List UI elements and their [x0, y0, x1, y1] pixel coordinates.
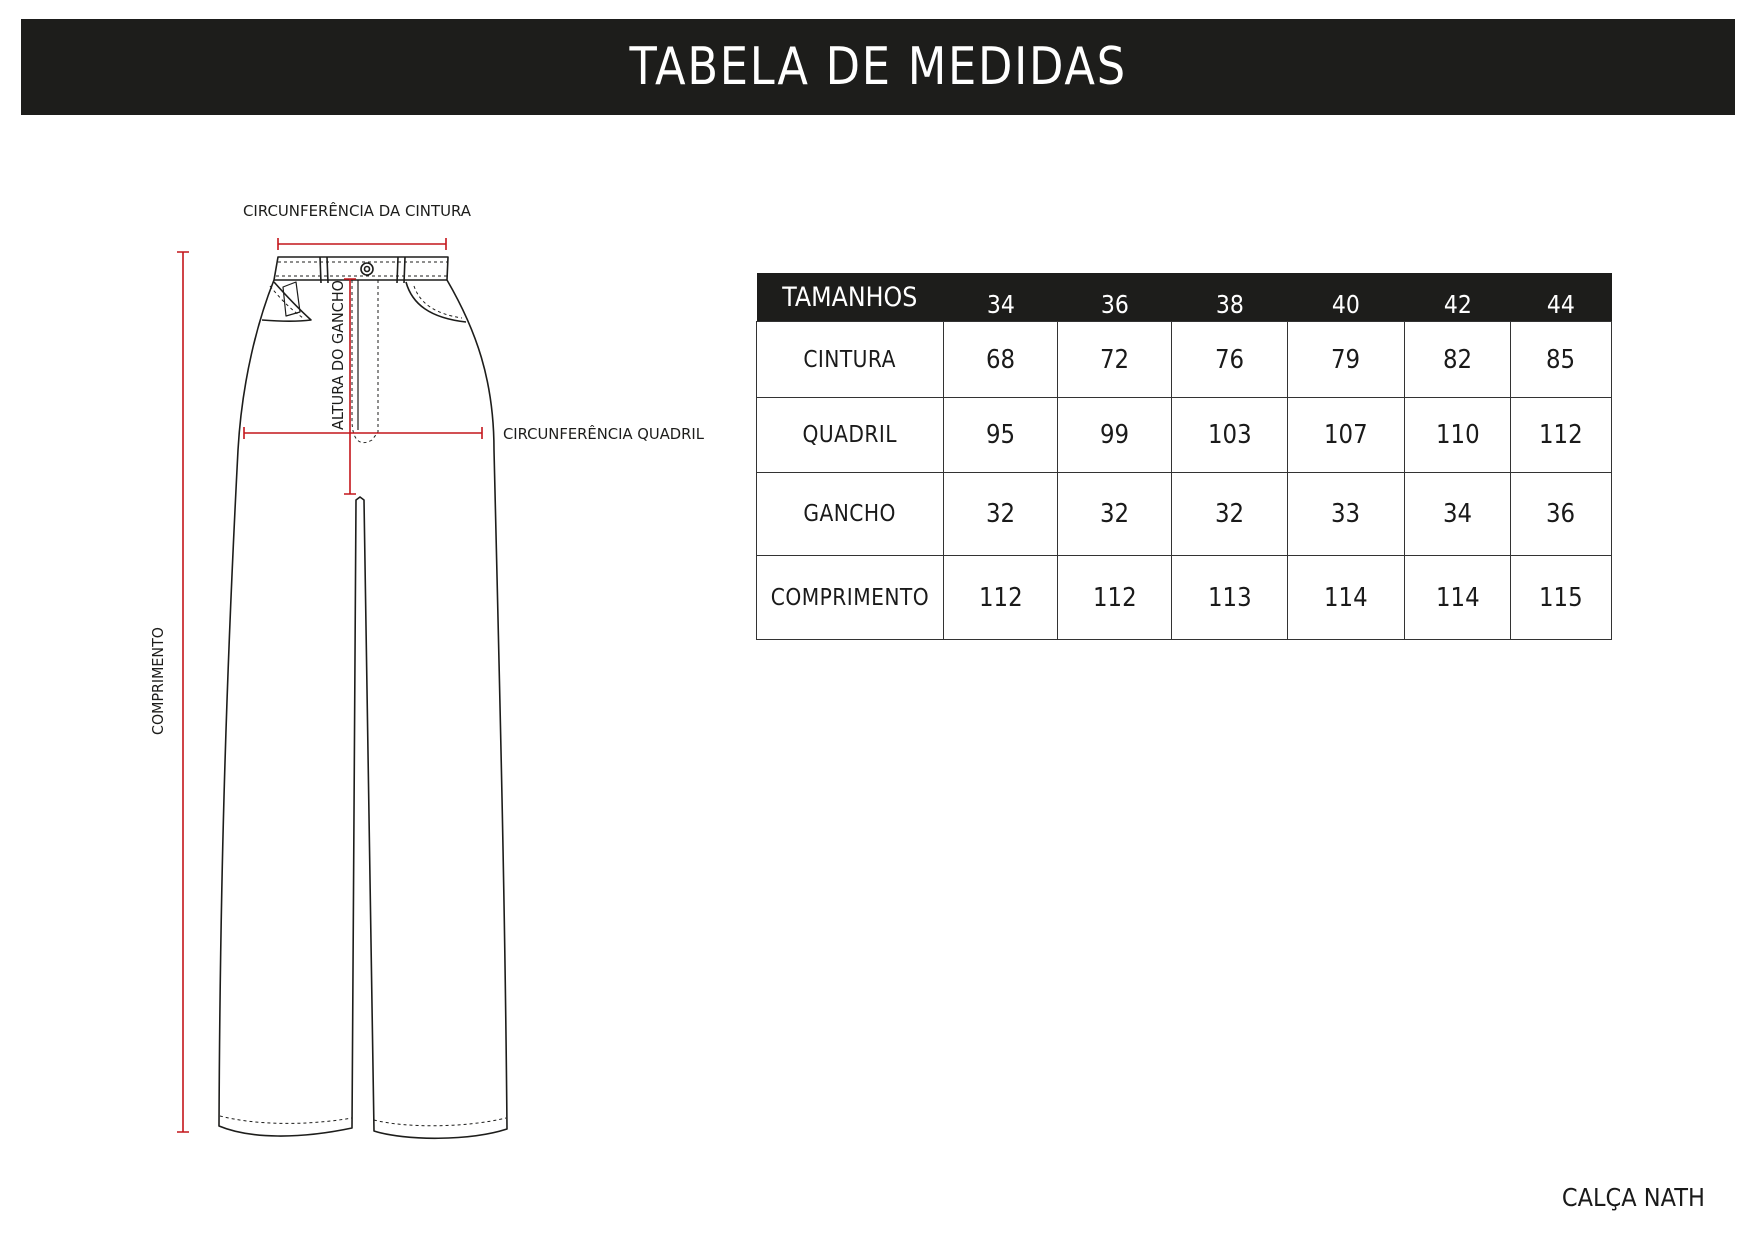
waist-label: CIRCUNFERÊNCIA DA CINTURA — [243, 202, 473, 220]
length-measure-line — [177, 252, 189, 1132]
hip-measure-line — [244, 427, 482, 439]
table-cell: 79 — [1288, 322, 1405, 398]
fly-stitching — [352, 280, 378, 443]
table-row — [757, 322, 1612, 398]
row-label: CINTURA — [757, 322, 944, 398]
table-row — [757, 556, 1612, 640]
table-cell: 99 — [1058, 398, 1172, 473]
size-header: 40 — [1288, 273, 1405, 322]
table-cell: 112 — [944, 556, 1058, 640]
rise-label: ALTURA DO GANCHO — [329, 273, 347, 430]
size-header: 34 — [944, 273, 1058, 322]
table-cell: 68 — [944, 322, 1058, 398]
product-name: CALÇA NATH — [1561, 1183, 1705, 1212]
table-cell: 32 — [944, 473, 1058, 556]
table-cell: 95 — [944, 398, 1058, 473]
table-cell: 114 — [1288, 556, 1405, 640]
table-cell: 110 — [1405, 398, 1511, 473]
table-cell: 76 — [1172, 322, 1288, 398]
belt-loop — [397, 257, 405, 283]
button-icon — [361, 263, 373, 275]
size-header: 38 — [1172, 273, 1288, 322]
table-cell: 112 — [1511, 398, 1612, 473]
length-label: COMPRIMENTO — [149, 621, 167, 735]
table-cell: 36 — [1511, 473, 1612, 556]
pants-outline — [219, 257, 507, 1138]
table-cell: 34 — [1405, 473, 1511, 556]
size-chart-table — [756, 273, 1612, 640]
table-cell: 72 — [1058, 322, 1172, 398]
size-header: 42 — [1405, 273, 1511, 322]
table-cell: 32 — [1058, 473, 1172, 556]
table-cell: 82 — [1405, 322, 1511, 398]
table-cell: 33 — [1288, 473, 1405, 556]
table-cell: 114 — [1405, 556, 1511, 640]
waist-measure-line — [278, 238, 446, 250]
hip-label: CIRCUNFERÊNCIA QUADRIL — [503, 425, 708, 443]
sizes-header: TAMANHOS — [757, 273, 944, 322]
table-cell: 115 — [1511, 556, 1612, 640]
belt-loop — [320, 257, 328, 283]
table-row — [757, 473, 1612, 556]
table-cell: 112 — [1058, 556, 1172, 640]
table-cell: 103 — [1172, 398, 1288, 473]
row-label: QUADRIL — [757, 398, 944, 473]
table-cell: 32 — [1172, 473, 1288, 556]
pants-measurement-diagram — [0, 0, 760, 1241]
table-header-row — [757, 273, 1612, 322]
size-header: 36 — [1058, 273, 1172, 322]
table-cell: 113 — [1172, 556, 1288, 640]
row-label: COMPRIMENTO — [757, 556, 944, 640]
page-title: TABELA DE MEDIDAS — [629, 37, 1127, 97]
table-row — [757, 398, 1612, 473]
size-header: 44 — [1511, 273, 1612, 322]
table-cell: 85 — [1511, 322, 1612, 398]
row-label: GANCHO — [757, 473, 944, 556]
table-cell: 107 — [1288, 398, 1405, 473]
